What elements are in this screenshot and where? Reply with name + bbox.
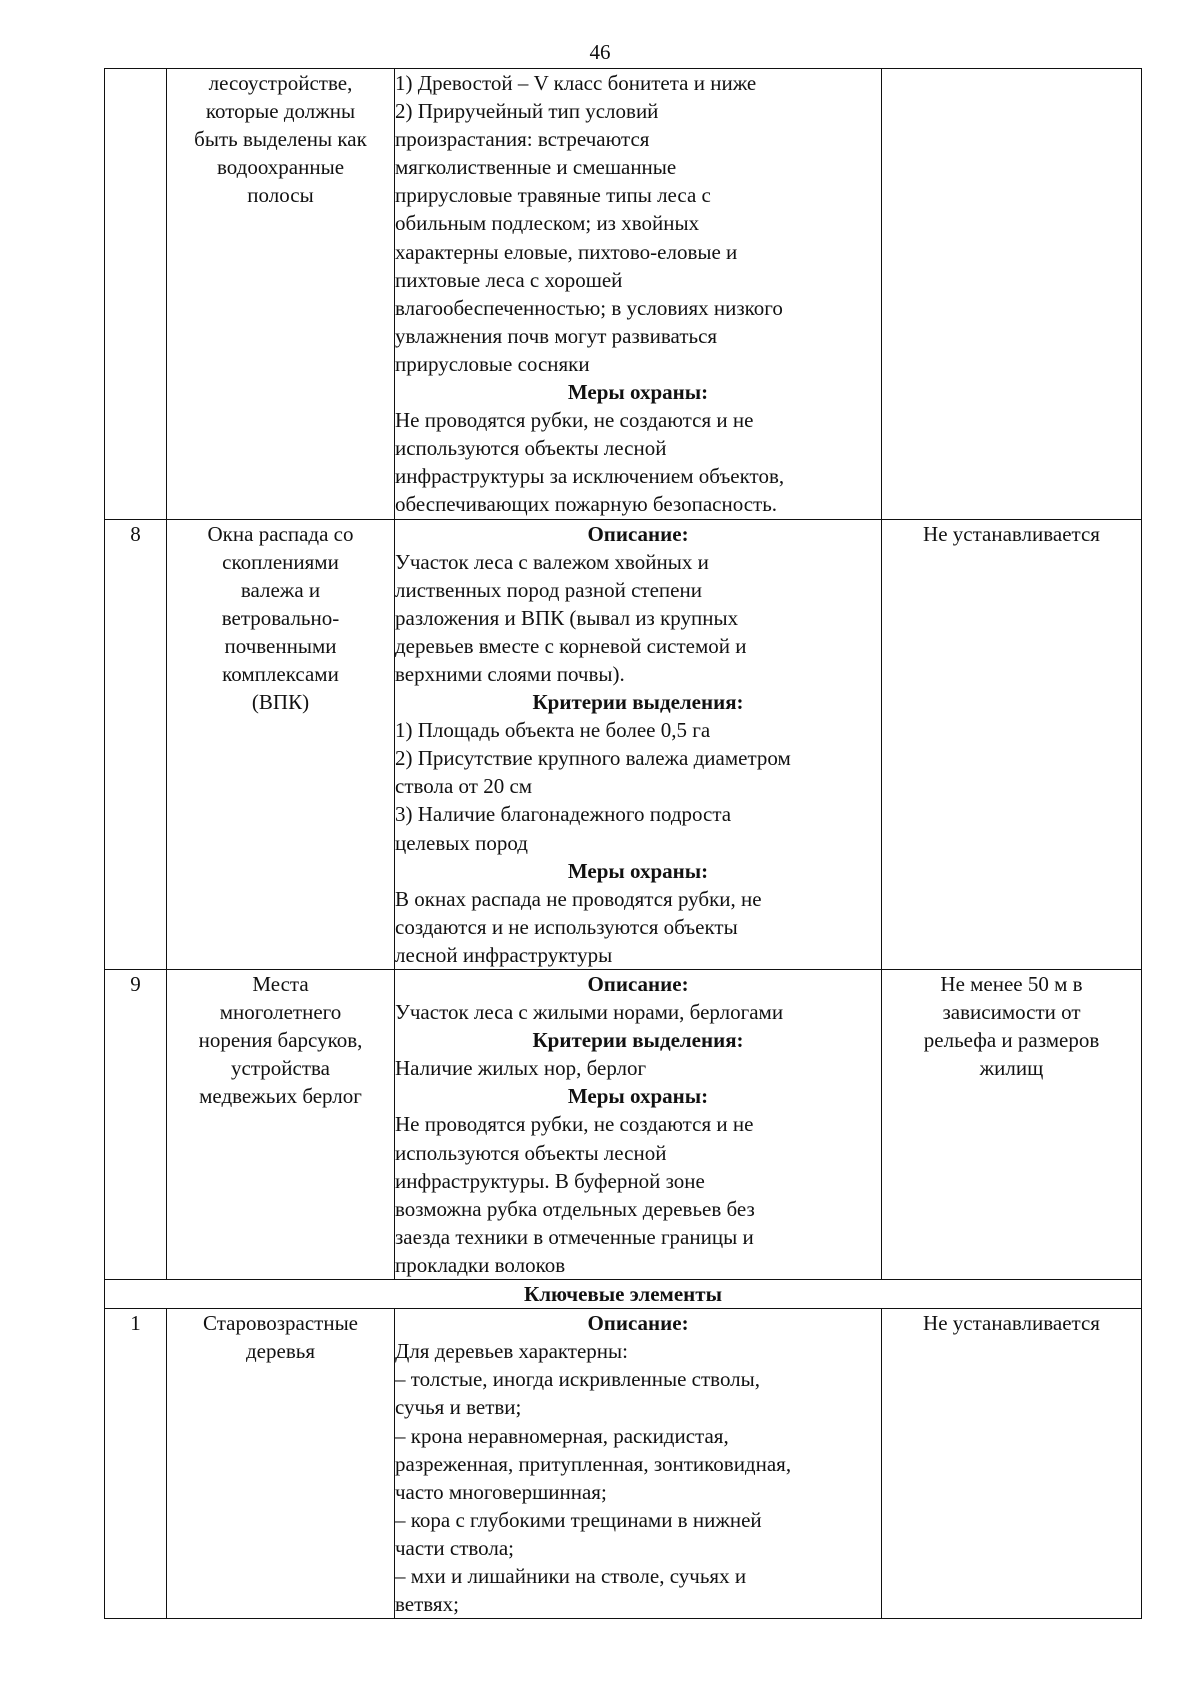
description-line: В окнах распада не проводятся рубки, не bbox=[395, 886, 762, 911]
buffer-zone-line: зависимости от bbox=[942, 1000, 1081, 1025]
description-line: части ствола; bbox=[395, 1535, 514, 1560]
description-line: прокладки волоков bbox=[395, 1252, 566, 1277]
row-number: 9 bbox=[105, 970, 167, 1280]
row-number: 1 bbox=[105, 1309, 167, 1619]
section-header-row bbox=[105, 1280, 1142, 1309]
description-heading: Меры охраны: bbox=[567, 380, 709, 405]
description-line: 2) Присутствие крупного валежа диаметром bbox=[395, 746, 791, 771]
description-line: Участок леса с жилыми норами, берлогами bbox=[395, 1000, 784, 1025]
object-name-cell bbox=[167, 519, 395, 970]
description-heading: Описание: bbox=[587, 972, 689, 996]
table-row bbox=[105, 69, 1142, 520]
description-line: инфраструктуры. В буферной зоне bbox=[395, 1168, 705, 1193]
object-name-line: скоплениями bbox=[222, 549, 339, 574]
description-line: обеспечивающих пожарную безопасность. bbox=[395, 492, 778, 517]
description-heading: Критерии выделения: bbox=[532, 1028, 744, 1053]
object-name-line: валежа и bbox=[240, 577, 321, 602]
description-line: обильным подлеском; из хвойных bbox=[395, 211, 700, 236]
description-line: 2) Приручейный тип условий bbox=[395, 99, 659, 124]
description-line: Участок леса с валежом хвойных и bbox=[395, 549, 709, 574]
description-line: используются объекты лесной bbox=[395, 1140, 667, 1165]
buffer-zone-cell bbox=[882, 519, 1142, 970]
description-heading: Меры охраны: bbox=[567, 858, 709, 883]
description-line: 1) Площадь объекта не более 0,5 га bbox=[395, 718, 711, 743]
table-row bbox=[105, 519, 1142, 970]
row-number bbox=[105, 69, 167, 520]
description-line: часто многовершинная; bbox=[395, 1479, 607, 1504]
description-heading: Описание: bbox=[587, 1311, 689, 1336]
description-heading: Меры охраны: bbox=[567, 1084, 709, 1109]
description-line: произрастания: встречаются bbox=[395, 127, 650, 152]
description-line: мягколиственные и смешанные bbox=[395, 155, 677, 180]
description-line: – крона неравномерная, раскидистая, bbox=[395, 1423, 729, 1448]
object-name-line: почвенными bbox=[224, 633, 337, 658]
description-line: разреженная, притупленная, зонтиковидная, bbox=[395, 1451, 792, 1476]
protected-areas-table bbox=[104, 68, 1142, 1619]
description-line: заезда техники в отмеченные границы и bbox=[395, 1224, 754, 1249]
object-name-line: многолетнего bbox=[219, 1000, 342, 1025]
description-line: деревьев вместе с корневой системой и bbox=[395, 633, 747, 658]
description-line: создаются и не используются объекты bbox=[395, 914, 738, 939]
object-name-line: быть выделены как bbox=[194, 127, 367, 152]
description-cell bbox=[395, 69, 882, 520]
buffer-zone-line: Не устанавливается bbox=[923, 521, 1100, 546]
object-name-line: комплексами bbox=[222, 661, 339, 686]
description-line: прирусловые сосняки bbox=[395, 351, 590, 376]
object-name-cell bbox=[167, 970, 395, 1280]
description-line: Наличие жилых нор, берлог bbox=[395, 1056, 647, 1081]
description-line: – кора с глубокими трещинами в нижней bbox=[395, 1507, 762, 1532]
object-name-line: лесоустройстве, bbox=[208, 71, 353, 95]
object-name-line: ветровально- bbox=[221, 605, 340, 630]
description-heading: Описание: bbox=[587, 521, 689, 546]
buffer-zone-cell bbox=[882, 69, 1142, 520]
buffer-zone-line: жилищ bbox=[979, 1056, 1044, 1081]
object-name-line: медвежьих берлог bbox=[199, 1084, 362, 1109]
description-line: лиственных пород разной степени bbox=[395, 577, 702, 602]
description-line: Не проводятся рубки, не создаются и не bbox=[395, 1112, 754, 1137]
object-name-line: водоохранные bbox=[216, 155, 345, 180]
description-cell bbox=[395, 970, 882, 1280]
section-title: Ключевые элементы bbox=[105, 1280, 1142, 1309]
description-line: инфраструктуры за исключением объектов, bbox=[395, 464, 785, 489]
description-line: сучья и ветви; bbox=[395, 1395, 522, 1420]
description-line: прирусловые травяные типы леса с bbox=[395, 183, 711, 208]
buffer-zone-line: рельефа и размеров bbox=[923, 1028, 1100, 1053]
description-line: Для деревьев характерны: bbox=[395, 1339, 628, 1364]
buffer-zone-cell bbox=[882, 1309, 1142, 1619]
row-number: 8 bbox=[105, 519, 167, 970]
page-number: 46 bbox=[589, 40, 611, 64]
buffer-zone-line: Не устанавливается bbox=[923, 1311, 1100, 1336]
description-cell bbox=[395, 1309, 882, 1619]
object-name-line: устройства bbox=[231, 1056, 330, 1081]
object-name-cell bbox=[167, 69, 395, 520]
object-name-line: Места bbox=[252, 972, 309, 996]
object-name-line: (ВПК) bbox=[251, 690, 310, 715]
table-body bbox=[105, 69, 1142, 1619]
description-line: целевых пород bbox=[395, 830, 528, 855]
description-line: возможна рубка отдельных деревьев без bbox=[395, 1196, 755, 1221]
description-line: ствола от 20 см bbox=[395, 774, 533, 799]
description-heading: Критерии выделения: bbox=[532, 690, 744, 715]
table-row bbox=[105, 970, 1142, 1280]
object-name-line: Окна распада со bbox=[207, 521, 354, 546]
description-line: ветвях; bbox=[395, 1592, 459, 1617]
description-line: используются объекты лесной bbox=[395, 436, 667, 461]
object-name-cell bbox=[167, 1309, 395, 1619]
description-line: лесной инфраструктуры bbox=[395, 942, 613, 967]
description-line: – толстые, иногда искривленные стволы, bbox=[395, 1367, 761, 1392]
description-line: пихтовые леса с хорошей bbox=[395, 267, 623, 292]
object-name-line: которые должны bbox=[205, 99, 356, 124]
description-line: – мхи и лишайники на стволе, сучьях и bbox=[395, 1563, 747, 1588]
object-name-line: деревья bbox=[246, 1339, 315, 1364]
table-row bbox=[105, 1309, 1142, 1619]
description-line: характерны еловые, пихтово-еловые и bbox=[395, 239, 738, 264]
description-line: увлажнения почв могут развиваться bbox=[395, 323, 718, 348]
buffer-zone-line: Не менее 50 м в bbox=[940, 972, 1083, 996]
object-name-line: полосы bbox=[247, 183, 314, 208]
description-line: верхними слоями почвы). bbox=[395, 661, 625, 686]
description-line: разложения и ВПК (вывал из крупных bbox=[395, 605, 739, 630]
object-name-line: норения барсуков, bbox=[198, 1028, 363, 1053]
object-name-line: Старовозрастные bbox=[202, 1311, 359, 1336]
description-cell bbox=[395, 519, 882, 970]
description-line: 3) Наличие благонадежного подроста bbox=[395, 802, 732, 827]
buffer-zone-cell bbox=[882, 970, 1142, 1280]
description-line: влагообеспеченностью; в условиях низкого bbox=[395, 295, 783, 320]
description-line: Не проводятся рубки, не создаются и не bbox=[395, 408, 754, 433]
description-line: 1) Древостой – V класс бонитета и ниже bbox=[395, 71, 757, 95]
